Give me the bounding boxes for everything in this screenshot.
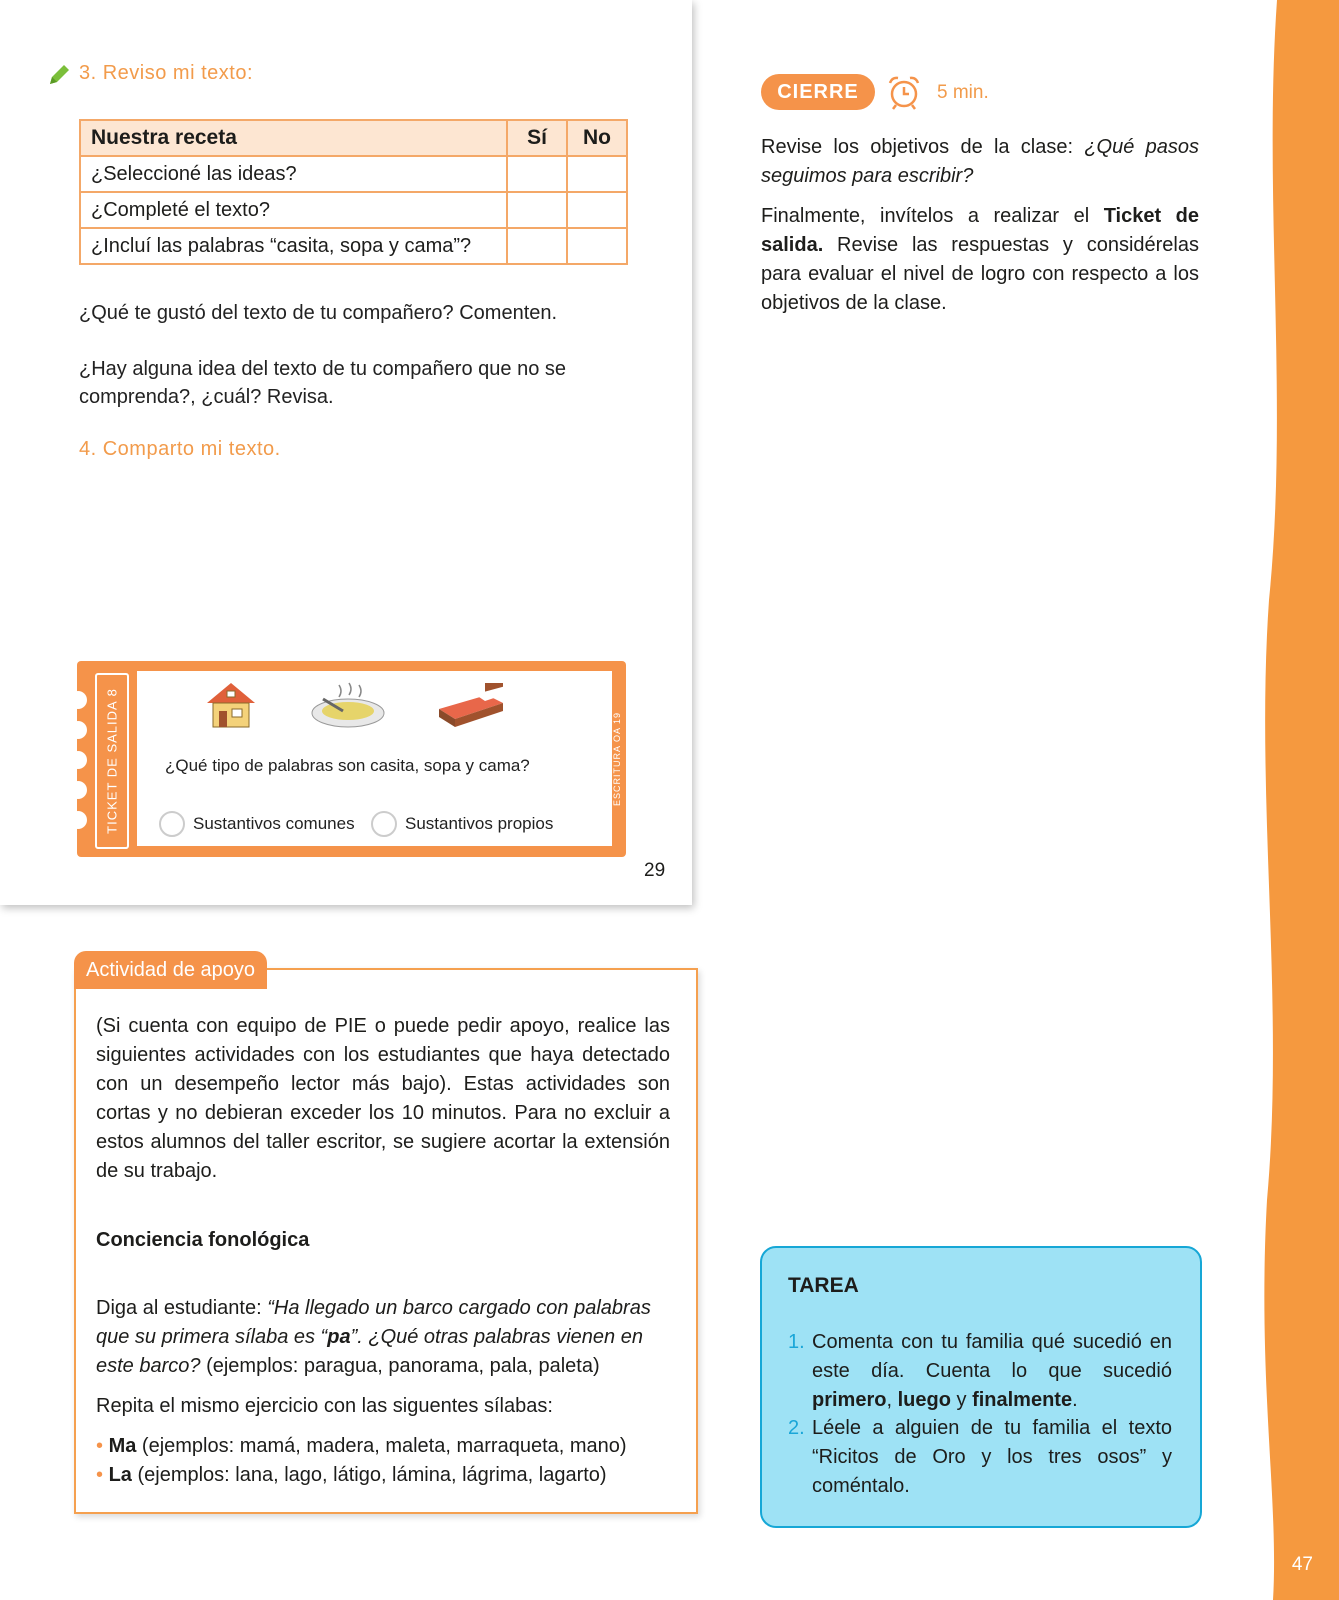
bed-icon: [435, 683, 507, 733]
ticket-side-text: TICKET DE SALIDA 8: [104, 688, 120, 834]
ticket-label: Ticket de salida.: [761, 205, 1199, 256]
check-cell-si[interactable]: [507, 228, 567, 264]
page-number: 47: [1291, 1554, 1313, 1575]
orange-side-band: [1259, 0, 1339, 1600]
syllable: pa: [327, 1326, 351, 1348]
quote: “Ha llegado un barco cargado con palabras que su primera sílaba es “: [96, 1297, 651, 1348]
list-item: • La (ejemplos: lana, lago, látigo, lámina, lágrima, lagarto): [96, 1464, 607, 1486]
section3-title: 3. Reviso mi texto:: [79, 62, 254, 84]
item-text: Léele a alguien de tu familia el texto “Ricitos de Oro y los tres osos” y coméntalo.: [812, 1417, 1172, 1497]
apoyo-intro: (Si cuenta con equipo de PIE o puede pedir apoyo, realice las siguientes actividades con los estudiantes que haya detectado con un desempeño lector más bajo). Estas actividades son cortas y no debieran exceder los 10 minutos. Para no excluir a estos alumnos del taller escritor, se sugiere acortar la extensión de su trabajo.: [96, 1015, 670, 1182]
text: Finalmente, invítelos a realizar el: [761, 205, 1104, 227]
examples: (ejemplos: lana, lago, látigo, lámina, lágrima, lagarto): [131, 1464, 607, 1486]
examples: (ejemplos: paragua, panorama, pala, paleta): [200, 1355, 600, 1377]
table-cell: ¿Seleccioné las ideas?: [80, 156, 507, 192]
table-row: [80, 192, 627, 228]
radio-icon[interactable]: [159, 811, 185, 837]
check-cell-si[interactable]: [507, 156, 567, 192]
cierre-paragraph-1: [761, 133, 1199, 191]
ticket-content: [137, 671, 612, 846]
text: .: [1072, 1389, 1078, 1411]
tarea-item-1: [788, 1328, 1172, 1415]
text: Revise las respuestas y considérelas para evaluar el nivel de logro con respecto a los objetivos de la clase.: [761, 234, 1199, 314]
syllable: La: [108, 1464, 132, 1486]
student-page-number: 29: [644, 860, 666, 881]
text: Revise los objetivos de la clase:: [761, 136, 1085, 158]
objective-question: ¿Qué pasos seguimos para escribir?: [761, 136, 1199, 187]
table-cell: ¿Completé el texto?: [80, 192, 507, 228]
table-header-row: [80, 120, 627, 156]
question-2-line-2: comprenda?, ¿cuál? Revisa.: [79, 386, 334, 408]
tarea-box: [760, 1246, 1202, 1528]
ticket-notch: [69, 721, 87, 739]
ticket-notch: [69, 751, 87, 769]
option-sustantivos-comunes[interactable]: [159, 811, 355, 837]
item-number: 1.: [788, 1331, 805, 1353]
ticket-question: ¿Qué tipo de palabras son casita, sopa y cama?: [165, 756, 530, 775]
time-duration: 5 min.: [937, 82, 989, 103]
cierre-badge: CIERRE: [761, 74, 875, 110]
text: Diga al estudiante:: [96, 1297, 268, 1319]
ticket-notch: [69, 781, 87, 799]
table-header: Sí: [507, 120, 567, 156]
radio-icon[interactable]: [371, 811, 397, 837]
check-cell-no[interactable]: [567, 228, 627, 264]
table-row: [80, 228, 627, 264]
ticket-notch: [69, 811, 87, 829]
keyword: primero: [812, 1389, 887, 1411]
table-row: [80, 156, 627, 192]
option-label: Sustantivos comunes: [193, 814, 355, 833]
ticket-right-text: ESCRITURA OA 19: [612, 711, 622, 807]
house-icon: [205, 681, 257, 729]
soup-bowl-icon: [309, 681, 387, 733]
apoyo-subtitle: Conciencia fonológica: [96, 1229, 310, 1251]
apoyo-tab: Actividad de apoyo: [74, 951, 267, 989]
check-cell-no[interactable]: [567, 156, 627, 192]
list-item: • Ma (ejemplos: mamá, madera, maleta, marraqueta, mano): [96, 1435, 627, 1457]
keyword: finalmente: [972, 1389, 1073, 1411]
checklist-table: [79, 119, 628, 265]
apoyo-repeat: Repita el mismo ejercicio con las siguentes sílabas:: [96, 1395, 553, 1417]
alarm-clock-icon: [886, 74, 922, 110]
option-sustantivos-propios[interactable]: [371, 811, 553, 837]
ticket-side-label: [95, 673, 129, 849]
question-2-line-1: ¿Hay alguna idea del texto de tu compañero que no se: [79, 358, 566, 380]
table-cell: ¿Incluí las palabras “casita, sopa y cama”?: [80, 228, 507, 264]
item-number: 2.: [788, 1417, 805, 1439]
table-header: Nuestra receta: [80, 120, 507, 156]
item-text: [812, 1328, 1172, 1415]
tarea-title: TAREA: [788, 1274, 859, 1297]
check-cell-no[interactable]: [567, 192, 627, 228]
tarea-item-2: [788, 1414, 1172, 1501]
examples: (ejemplos: mamá, madera, maleta, marraqueta, mano): [136, 1435, 627, 1457]
ticket-right-label: [610, 661, 624, 857]
question-1: ¿Qué te gustó del texto de tu compañero? Comenten.: [79, 302, 558, 324]
table-header: No: [567, 120, 627, 156]
apoyo-instruction: [96, 1294, 670, 1381]
text: Comenta con tu familia qué sucedió en este día. Cuenta lo que sucedió: [812, 1331, 1172, 1382]
quote: ”. ¿Qué otras palabras vienen en este barco?: [96, 1326, 643, 1377]
cierre-paragraph-2: [761, 202, 1199, 318]
exit-ticket: [77, 661, 626, 857]
keyword: luego: [897, 1389, 951, 1411]
student-page: [0, 0, 692, 905]
pencil-icon: [46, 62, 72, 88]
syllable: Ma: [108, 1435, 137, 1457]
ticket-notch: [69, 691, 87, 709]
check-cell-si[interactable]: [507, 192, 567, 228]
section4-title: 4. Comparto mi texto.: [79, 438, 281, 460]
text: y: [950, 1389, 973, 1411]
text: ,: [886, 1389, 898, 1411]
option-label: Sustantivos propios: [405, 814, 554, 833]
